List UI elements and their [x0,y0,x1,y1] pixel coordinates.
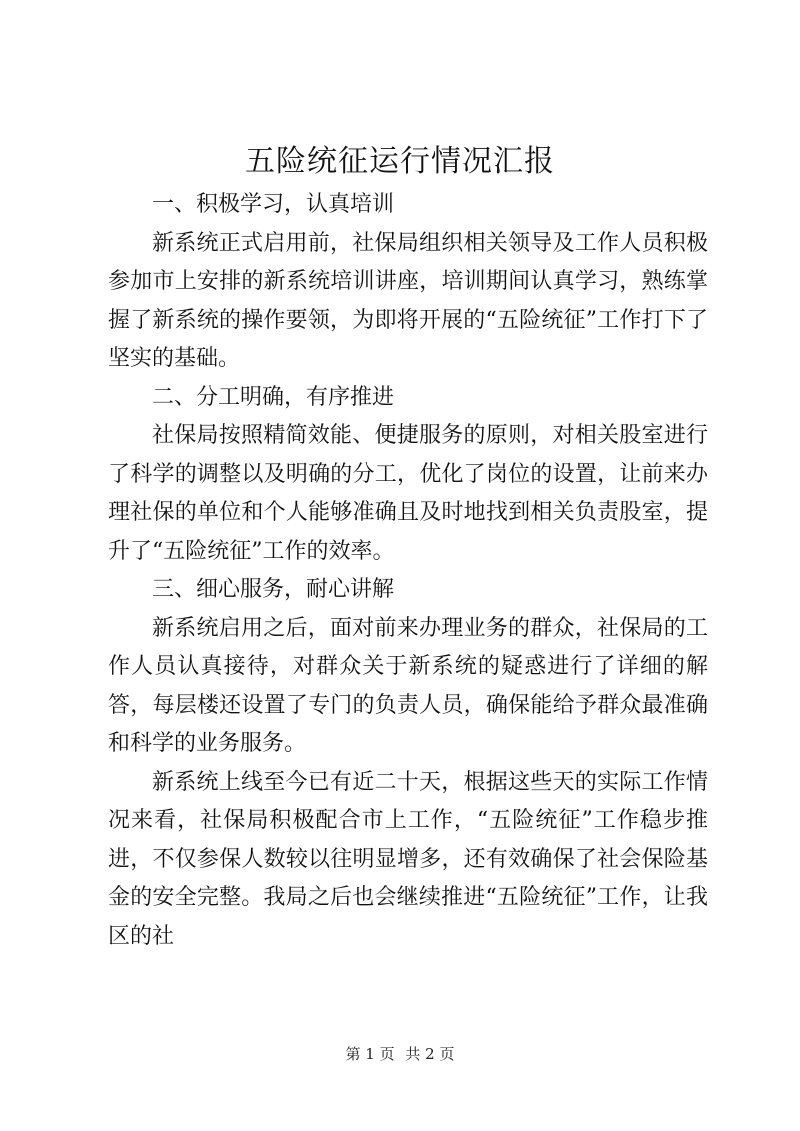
page-title: 五险统征运行情况汇报 [245,144,555,179]
section-paragraph-1: 新系统正式启用前，社保局组织相关领导及工作人员积极参加市上安排的新系统培训讲座，培训期间认真学习，熟练掌握了新系统的操作要领，为即将开展的“五险统征”工作打下了坚实的基础。 [108,230,708,371]
current-page-number: 第 1 页 [345,1045,395,1063]
total-pages: 共 2 页 [405,1045,455,1063]
section-heading-3: 三、细心服务，耐心讲解 [152,577,395,602]
page-footer [0,1044,800,1064]
section-paragraph-3: 新系统启用之后，面对前来办理业务的群众，社保局的工作人员认真接待，对群众关于新系统的疑惑进行了详细的解答，每层楼还设置了专门的负责人员，确保能给予群众最准确和科学的业务服务。 [108,615,708,756]
section-heading-2: 二、分工明确，有序推进 [152,384,395,410]
section-paragraph-2: 社保局按照精简效能、便捷服务的原则，对相关股室进行了科学的调整以及明确的分工，优化了岗位的设置，让前来办理社保的单位和个人能够准确且及时地找到相关负责股室，提升了“五险统征”工作的效率。 [108,423,708,564]
section-heading-1: 一、积极学习，认真培训 [152,192,395,217]
document-body [108,186,708,956]
closing-paragraph: 新系统上线至今已有近二十天，根据这些天的实际工作情况来看，社保局积极配合市上工作，“五险统征”工作稳步推进，不仅参保人数较以往明显增多，还有效确保了社会保险基金的安全完整。我局之后也会继续推进“五险统征”工作，让我区的社 [108,769,708,949]
